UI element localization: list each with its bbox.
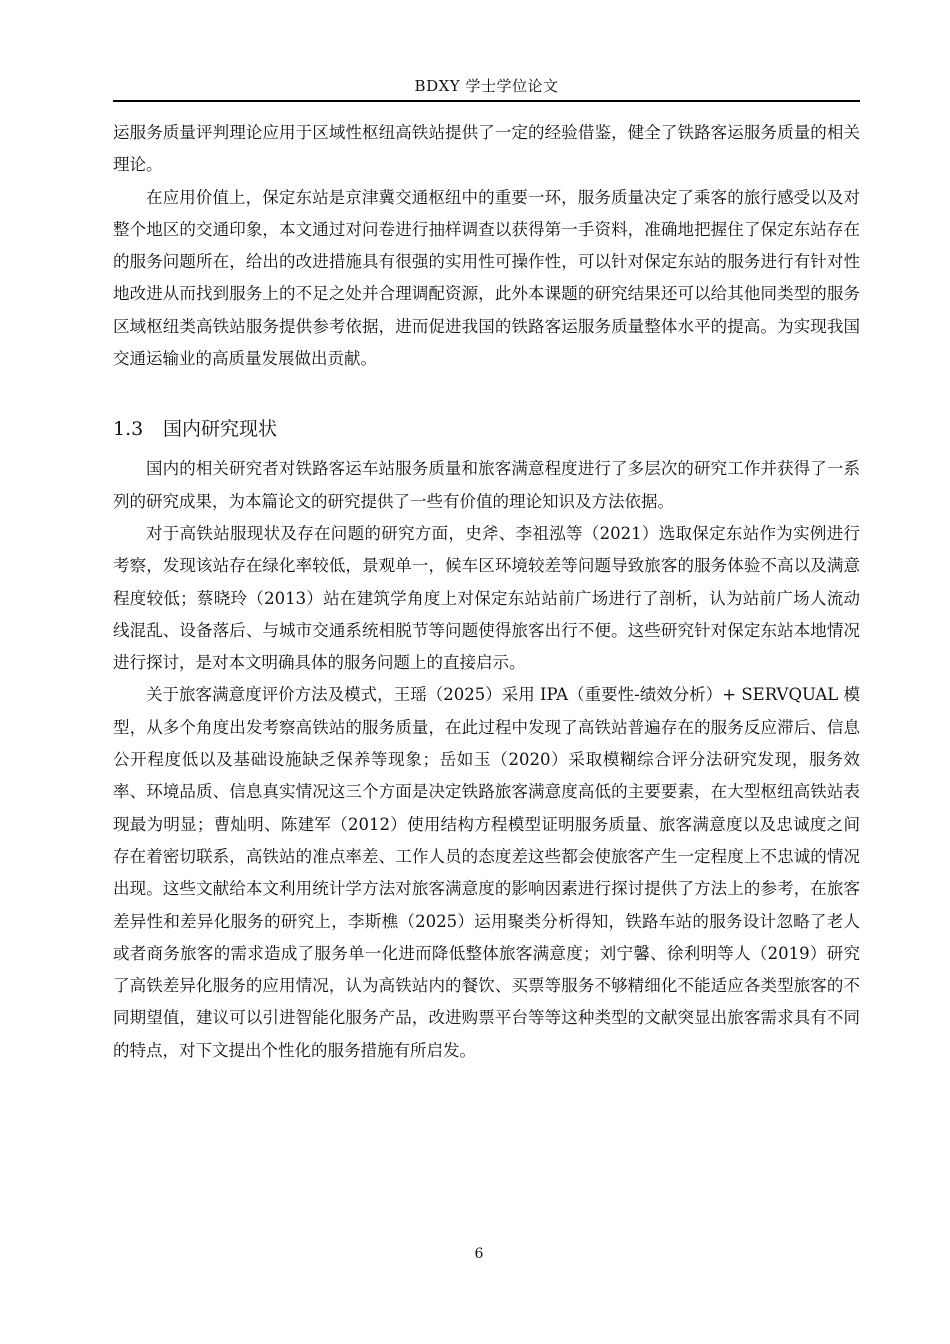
section-heading <box>113 413 860 445</box>
paragraph-application-value: 在应用价值上，保定东站是京津冀交通枢纽中的重要一环，服务质量决定了乘客的旅行感受以及对整个地区的交通印象，本文通过对问卷进行抽样调查以获得第一手资料，准确地把握住了保定东站存在的服务问题所在，给出的改进措施具有很强的实用性可操作性，可以针对保定东站的服务进行有针对性地改进从而找到服务上的不足之处并合理调配资源，此外本课题的研究结果还可以给其他同类型的服务区域枢纽类高铁站服务提供参考依据，进而促进我国的铁路客运服务质量整体水平的提高。为实现我国交通运输业的高质量发展做出贡献。 <box>113 187 860 369</box>
paragraph-satisfaction-methods: 关于旅客满意度评价方法及模式，王瑶（2025）采用 IPA（重要性-绩效分析）+ SERVQUAL 模型，从多个角度出发考察高铁站的服务质量，在此过程中发现了高铁站普遍存在的服务反应滞后、信息公开程度低以及基础设施缺乏保养等现象；岳如玉（2020）采取模糊综合评分法研究发现，服务效率、环境品质、信息真实情况这三个方面是决定铁路旅客满意度高低的主要要素，在大型枢纽高铁站表现最为明显；曹灿明、陈建军（2012）使用结构方程模型证明服务质量、旅客满意度以及忠诚度之间存在着密切联系，高铁站的准点率差、工作人员的态度差这些都会使旅客产生一定程度上不忠诚的情况出现。这些文献给本文利用统计学方法对旅客满意度的影响因素进行探讨提供了方法上的参考，在旅客差异性和差异化服务的研究上，李斯樵（2025）运用聚类分析得知，铁路车站的服务设计忽略了老人或者商务旅客的需求造成了服务单一化进而降低整体旅客满意度；刘宁馨、徐利明等人（2019）研究了高铁差异化服务的应用情况，认为高铁站内的餐饮、买票等服务不够精细化不能适应各类型旅客的不同期望值，建议可以引进智能化服务产品，改进购票平台等等这种类型的文献突显出旅客需求具有不同的特点，对下文提出个性化的服务措施有所启发。 <box>113 685 860 1060</box>
running-header: BDXY 学士学位论文 <box>414 77 559 95</box>
paragraph-station-problems: 对于高铁站服现状及存在问题的研究方面，史斧、李祖泓等（2021）选取保定东站作为实例进行考察，发现该站存在绿化率较低，景观单一，候车区环境较差等问题导致旅客的服务体验不高以及满意程度较低；蔡晓玲（2013）站在建筑学角度上对保定东站站前广场进行了剖析，认为站前广场人流动线混乱、设备落后、与城市交通系统相脱节等问题使得旅客出行不便。这些研究针对保定东站本地情况进行探讨，是对本文明确具体的服务问题上的直接启示。 <box>113 523 860 673</box>
paragraph-continued: 运服务质量评判理论应用于区域性枢纽高铁站提供了一定的经验借鉴，健全了铁路客运服务质量的相关理论。 <box>113 123 860 175</box>
page-number: 6 <box>474 1246 484 1262</box>
section-title: 国内研究现状 <box>163 418 278 441</box>
paragraph-research-overview: 国内的相关研究者对铁路客运车站服务质量和旅客满意程度进行了多层次的研究工作并获得了一系列的研究成果，为本篇论文的研究提供了一些有价值的理论知识及方法依据。 <box>113 459 860 511</box>
header-divider <box>113 100 860 102</box>
page-body <box>113 117 860 1067</box>
section-number: 1.3 <box>113 418 144 441</box>
